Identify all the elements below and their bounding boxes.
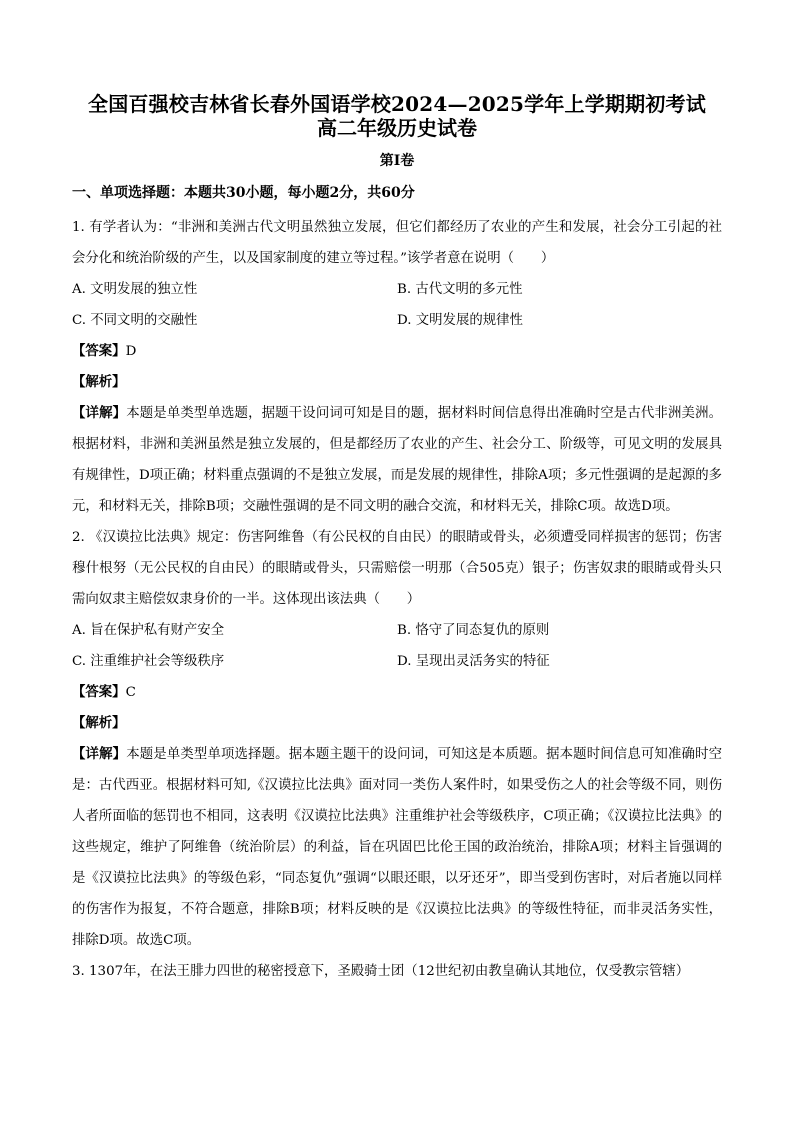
- question-2-options-row1: [72, 615, 722, 646]
- question-1-detail: [72, 398, 722, 522]
- detail-label: 【详解】: [72, 746, 127, 762]
- question-1-answer: [72, 336, 722, 367]
- question-1-option-c: C. 不同文明的交融性: [72, 313, 198, 328]
- question-2-option-d: D. 呈现出灵活务实的特征: [397, 654, 550, 669]
- question-1-analysis-label: [72, 367, 722, 398]
- question-1-option-a: A. 文明发展的独立性: [72, 282, 198, 297]
- answer-value: D: [125, 344, 137, 359]
- question-3-stem: 3. 1307年，在法王腓力四世的秘密授意下，圣殿骑士团（12世纪初由教皇确认其地位，仅受教宗管辖）: [72, 964, 690, 979]
- question-1-options-row2: [72, 305, 722, 336]
- analysis-label: 【解析】: [72, 715, 126, 731]
- answer-label: 【答案】: [72, 684, 126, 700]
- question-2-detail: [72, 739, 722, 956]
- section-heading: 一、单项选择题：本题共30小题，每小题2分，共60分: [72, 185, 415, 201]
- question-1-option-b: B. 古代文明的多元性: [397, 282, 523, 297]
- question-2-option-b: B. 恪守了同态复仇的原则: [397, 623, 550, 638]
- question-2-options-row2: [72, 646, 722, 677]
- question-2-answer: [72, 677, 722, 708]
- exam-subtitle: 高二年级历史试卷: [317, 116, 477, 140]
- question-2-option-a: A. 旨在保护私有财产安全: [72, 623, 225, 638]
- analysis-label: 【解析】: [72, 374, 126, 390]
- detail-text: 本题是单类型单项选择题。据本题主题干的设问词，可知这是本质题。据本题时间信息可知准确时空是：古代西亚。根据材料可知,《汉谟拉比法典》面对同一类伤人案件时，如果受伤之人的社会等级不同，则伤人者所面临的惩罚也不相同，这表明《汉谟拉比法典》注重维护社会等级秩序，C项正确；《汉谟拉比法典》的这些规定，维护了阿维鲁（统治阶层）的利益，旨在巩固巴比伦王国的政治统治，排除A项；材料主旨强调的是《汉谟拉比法典》的等级色彩，“同态复仇”强调“以眼还眼，以牙还牙”，即当受到伤害时，对后者施以同样的伤害作为报复，不符合题意，排除B项；材料反映的是《汉谟拉比法典》的等级性特征，而非灵活务实性，排除D项。故选C项。: [72, 747, 723, 948]
- question-2-stem: 2. 《汉谟拉比法典》规定：伤害阿维鲁（有公民权的自由民）的眼睛或骨头，必须遭受同样损害的惩罚；伤害穆什根努（无公民权的自由民）的眼睛或骨头，只需赔偿一明那（合505克）银子；伤害奴隶的眼睛或骨头只需向奴隶主赔偿奴隶身价的一半。这体现出该法典（ ）: [72, 530, 722, 607]
- question-2-option-c: C. 注重维护社会等级秩序: [72, 654, 225, 669]
- answer-label: 【答案】: [72, 343, 126, 359]
- answer-value: C: [125, 685, 136, 700]
- exam-content: [72, 212, 722, 987]
- volume-heading: 第Ⅰ卷: [379, 153, 415, 169]
- question-1-option-d: D. 文明发展的规律性: [397, 313, 523, 328]
- detail-label: 【详解】: [72, 405, 127, 421]
- question-2-analysis-label: [72, 708, 722, 739]
- detail-text: 本题是单类型单选题，据题干设问词可知是目的题，据材料时间信息得出准确时空是古代非洲美洲。根据材料，非洲和美洲虽然是独立发展的，但是都经历了农业的产生、社会分工、阶级等，可见文明的发展具有规律性，D项正确；材料重点强调的不是独立发展，而是发展的规律性，排除A项；多元性强调的是起源的多元，和材料无关，排除B项；交融性强调的是不同文明的融合交流，和材料无关，排除C项。故选D项。: [72, 406, 723, 514]
- exam-title: 全国百强校吉林省长春外国语学校2024—2025学年上学期期初考试: [88, 92, 706, 116]
- question-1-options-row1: [72, 274, 722, 305]
- question-1-stem: 1. 有学者认为：“非洲和美洲古代文明虽然独立发展，但它们都经历了农业的产生和发展，社会分工引起的社会分化和统治阶级的产生，以及国家制度的建立等过程。”该学者意在说明（ ）: [72, 220, 722, 266]
